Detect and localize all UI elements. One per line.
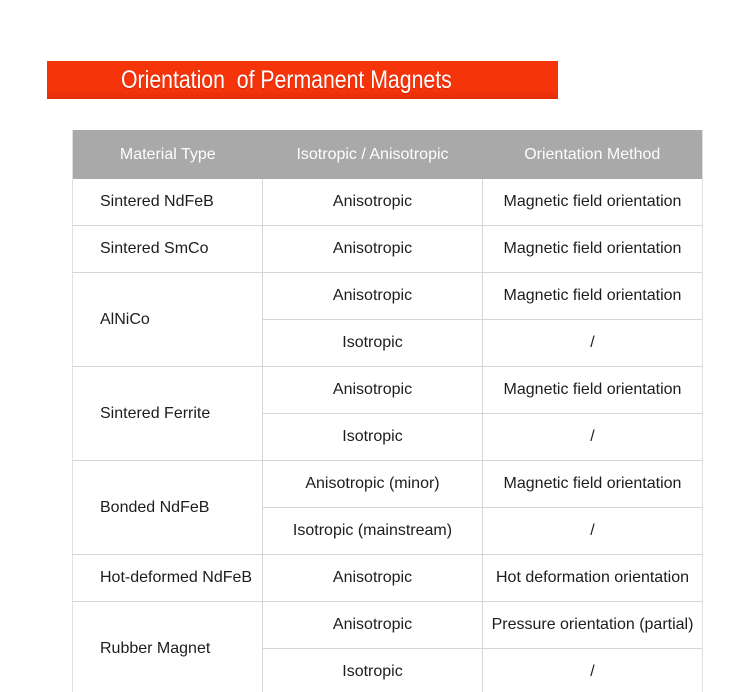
column-header-orientation-method: Orientation Method: [483, 130, 703, 179]
cell-material: AlNiCo: [73, 273, 263, 367]
cell-isotropy: Anisotropic: [263, 226, 483, 273]
table-row: [73, 602, 703, 649]
cell-method: /: [483, 320, 703, 367]
table-row: [73, 555, 703, 602]
column-header-isotropy: Isotropic / Anisotropic: [263, 130, 483, 179]
cell-method: Hot deformation orientation: [483, 555, 703, 602]
cell-method: Magnetic field orientation: [483, 226, 703, 273]
cell-isotropy: Anisotropic: [263, 273, 483, 320]
cell-method: /: [483, 649, 703, 692]
cell-method: Magnetic field orientation: [483, 367, 703, 414]
column-header-material-type: Material Type: [73, 130, 263, 179]
cell-isotropy: Anisotropic: [263, 555, 483, 602]
cell-material: Sintered Ferrite: [73, 367, 263, 461]
cell-isotropy: Anisotropic: [263, 602, 483, 649]
cell-material: Hot-deformed NdFeB: [73, 555, 263, 602]
table-row: [73, 461, 703, 508]
table-row: [73, 367, 703, 414]
table-header-row: [73, 130, 703, 179]
page-title: Orientation of Permanent Magnets: [121, 66, 452, 94]
cell-isotropy: Anisotropic (minor): [263, 461, 483, 508]
cell-isotropy: Anisotropic: [263, 179, 483, 226]
cell-isotropy: Isotropic: [263, 320, 483, 367]
cell-isotropy: Isotropic: [263, 649, 483, 692]
cell-method: Magnetic field orientation: [483, 461, 703, 508]
table-row: [73, 226, 703, 273]
cell-method: Pressure orientation (partial): [483, 602, 703, 649]
cell-isotropy: Isotropic: [263, 414, 483, 461]
title-banner: [47, 61, 558, 99]
cell-material: Bonded NdFeB: [73, 461, 263, 555]
magnet-orientation-table: [72, 130, 703, 692]
cell-method: Magnetic field orientation: [483, 273, 703, 320]
cell-method: Magnetic field orientation: [483, 179, 703, 226]
cell-isotropy: Anisotropic: [263, 367, 483, 414]
cell-material: Sintered NdFeB: [73, 179, 263, 226]
cell-method: /: [483, 414, 703, 461]
cell-material: Sintered SmCo: [73, 226, 263, 273]
cell-material: Rubber Magnet: [73, 602, 263, 692]
cell-isotropy: Isotropic (mainstream): [263, 508, 483, 555]
table-row: [73, 273, 703, 320]
cell-method: /: [483, 508, 703, 555]
table-row: [73, 179, 703, 226]
